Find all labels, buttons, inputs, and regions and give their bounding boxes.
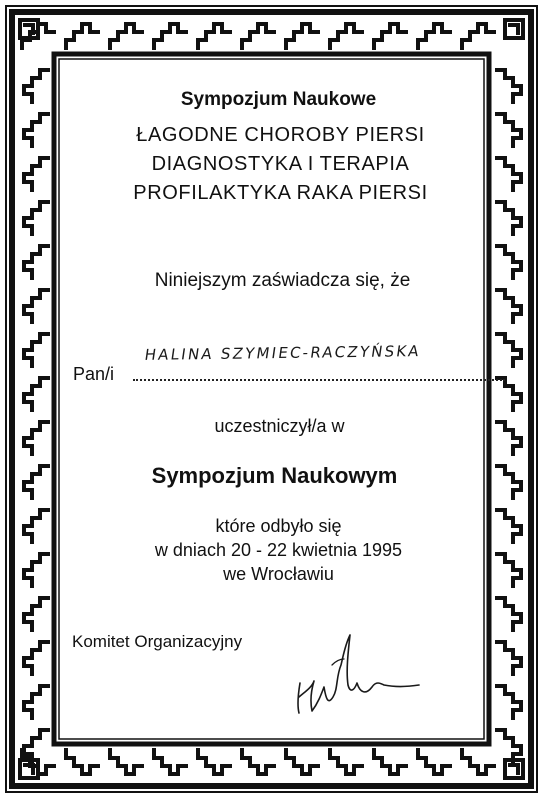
event-info-line-2: w dniach 20 - 22 kwietnia 1995 <box>154 540 403 560</box>
subtitle-line-2: DIAGNOSTYKA I TERAPIA <box>151 153 410 175</box>
handwritten-signature <box>288 625 423 720</box>
recipient-label: Pan/i <box>73 364 115 384</box>
event-info-line-3: we Wrocławiu <box>223 564 334 584</box>
certificate-title: Sympozjum Naukowe <box>180 89 377 110</box>
event-name: Sympozjum Naukowym <box>151 463 398 488</box>
subtitle-line-1: ŁAGODNE CHOROBY PIERSI <box>136 124 425 146</box>
intro-text: Niniejszym zaświadcza się, że <box>154 270 411 291</box>
event-info-line-1: które odbyło się <box>215 516 342 536</box>
committee-label: Komitet Organizacyjny <box>72 632 243 651</box>
participated-text: uczestniczył/a w <box>214 416 345 436</box>
recipient-name: HALINA SZYMIEC-RACZYŃSKA <box>143 342 422 364</box>
name-dotted-line <box>133 379 505 381</box>
subtitle-line-3: PROFILAKTYKA RAKA PIERSI <box>133 182 428 204</box>
